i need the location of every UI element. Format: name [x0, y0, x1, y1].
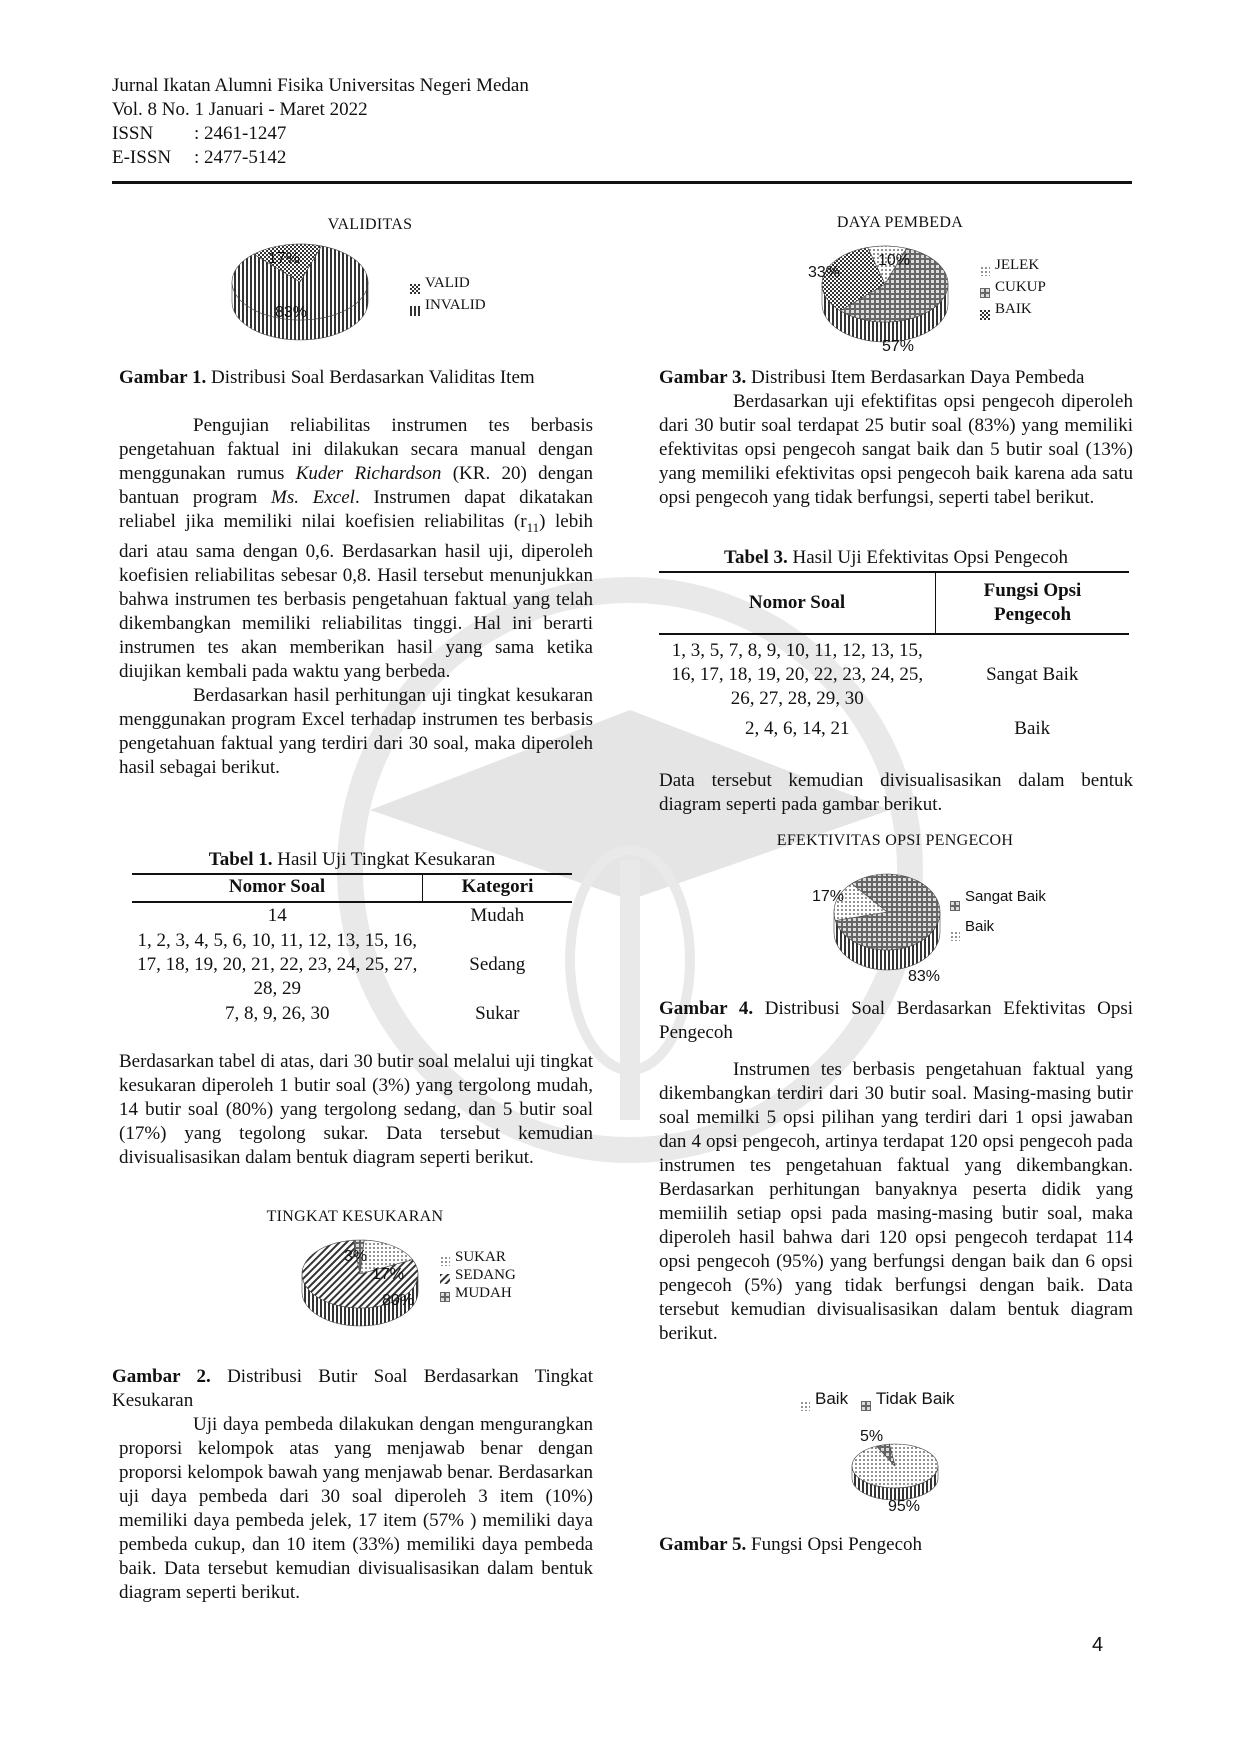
caption-bold: Tabel 3.	[724, 547, 788, 568]
right-paragraph-1	[659, 390, 1133, 510]
figure2-label-17: 17%	[372, 1266, 405, 1283]
table3-cell-nomor: 2, 4, 6, 14, 21	[745, 718, 850, 739]
figure5-label-95: 95%	[888, 1498, 921, 1515]
legend-label: SUKAR	[455, 1249, 506, 1265]
legend-swatch	[410, 301, 420, 311]
caption-text: Hasil Uji Efektivitas Opsi Pengecoh	[787, 547, 1068, 568]
figure4-label-83: 83%	[908, 968, 941, 985]
figure5-legend	[800, 1388, 955, 1410]
text: ) lebih dari atau sama dengan 0,6. Berdasarkan hasil uji, diperoleh koefisien reliabilitas sebesar 0,8. Hasil tersebut menunjukkan bahwa instrumen tes berbasis pengetahuan faktual yang telah dikembangkan memiliki reliabilitas tinggi. Hal ini berarti instrumen tes akan memberikan hasil yang sama ketika diujikan kembali pada waktu yang berbeda.	[119, 511, 593, 682]
journal-header	[112, 74, 529, 170]
legend-item-baik	[980, 298, 1046, 320]
legend-item-baik	[950, 912, 1046, 942]
figure1-title: VALIDITAS	[327, 216, 413, 233]
figure2-caption	[112, 1365, 593, 1413]
caption-bold: Gambar 4.	[659, 998, 754, 1019]
journal-volume: Vol. 8 No. 1 Januari - Maret 2022	[112, 99, 368, 120]
table3	[659, 571, 1129, 743]
figure5-caption	[659, 1533, 1133, 1557]
legend-label: SEDANG	[455, 1267, 516, 1283]
header-rule	[112, 181, 1132, 184]
issn-value: : 2461-1247	[194, 123, 287, 144]
text-italic: Kuder Richardson	[295, 463, 442, 484]
issn-row	[112, 122, 529, 146]
figure2-label-80: 80%	[382, 1292, 415, 1309]
caption-text: Distribusi Soal Berdasarkan Efektivitas Opsi Pengecoh	[659, 998, 1134, 1043]
paragraph-efektifitas: Berdasarkan uji efektifitas opsi pengecoh diperoleh dari 30 butir soal terdapat 25 butir soal (83%) yang memiliki efektivitas opsi pengecoh sangat baik dan 5 butir soal (13%) yang memiliki efektivitas opsi pengecoh baik karena ada satu opsi pengecoh yang tidak berfungsi, seperti tabel berikut.	[659, 391, 1133, 508]
legend-item-sedang	[440, 1266, 516, 1284]
figure2-label-3: 3%	[344, 1248, 368, 1265]
page-number: 4	[1092, 1634, 1104, 1656]
table-row	[132, 929, 572, 1001]
caption-text: Distribusi Item Berdasarkan Daya Pembeda	[746, 367, 1085, 388]
text: Pengujian reliabilitas instrumen tes berbasis pengetahuan faktual ini dilakukan secara manual dengan menggunakan rumus	[119, 415, 593, 484]
figure1-legend	[410, 272, 486, 316]
figure4-chart	[750, 832, 1110, 992]
table1-header-kategori: Kategori	[423, 874, 573, 902]
legend-swatch	[950, 922, 960, 932]
caption-text: Fungsi Opsi Pengecoh	[746, 1534, 923, 1555]
eissn-label: E-ISSN	[112, 147, 172, 168]
table3-header-nomor: Nomor Soal	[659, 572, 936, 634]
legend-label: Tidak Baik	[875, 1389, 955, 1408]
legend-swatch	[440, 1289, 450, 1299]
eissn-value: : 2477-5142	[194, 147, 287, 168]
caption-bold: Gambar 1.	[119, 367, 207, 388]
legend-swatch	[980, 283, 990, 293]
paragraph-opsi-pengecoh: Instrumen tes berbasis pengetahuan faktual yang dikembangkan terdiri dari 30 butir soal. Masing-masing butir soal memilki 5 opsi pilihan yang terdiri dari 1 opsi jawaban dan 4 opsi pengecoh, artinya terdapat 120 opsi pengecoh pada instrumen tes pengetahuan faktual yang dikembangkan. Berdasarkan perhitungan banyaknya peserta didik yang memiilih setiap opsi pada masing-masing butir soal, maka diperoleh hasil bahwa dari 120 opsi pengecoh terdapat 114 opsi pengecoh (95%) yang berfungsi dengan baik dan 6 opsi pengecoh (5%) yang tidak berfungsi dengan baik. Data tersebut kemudian divisualisasikan dalam bentuk diagram berikut.	[659, 1059, 1133, 1344]
caption-text: Distribusi Butir Soal Berdasarkan Tingkat Kesukaran	[112, 1366, 594, 1411]
figure2-legend	[440, 1248, 516, 1302]
table3-header-fungsi: Fungsi Opsi Pengecoh	[936, 572, 1130, 634]
right-paragraph-2	[659, 769, 1133, 817]
figure3-chart	[800, 214, 1100, 354]
figure4-title: EFEKTIVITAS OPSI PENGECOH	[776, 832, 1014, 849]
table1-cell-kategori: Sedang	[469, 954, 526, 975]
legend-label: Baik	[815, 1389, 849, 1408]
figure4-pie	[832, 872, 942, 972]
caption-bold: Tabel 1.	[208, 849, 273, 870]
right-paragraph-3	[659, 1058, 1133, 1346]
table1-cell-nomor: 14	[267, 905, 287, 926]
issn-label: ISSN	[112, 123, 154, 144]
table-row	[659, 715, 1129, 743]
figure5-label-5: 5%	[860, 1428, 884, 1445]
legend-swatch	[861, 1395, 871, 1405]
paragraph-daya-pembeda: Uji daya pembeda dilakukan dengan mengurangkan proporsi kelompok atas yang menjawab benar dengan proporsi kelompok bawah yang menjawab benar. Berdasarkan uji daya pembeda dari 30 soal diperoleh 3 item (10%) memiliki daya pembeda jelek, 17 item (57% ) memiliki daya pembeda cukup, dan 10 item (33%) memiliki daya pembeda baik. Data tersebut kemudian divisualisasikan dalam bentuk diagram seperti berikut.	[119, 1414, 593, 1603]
left-paragraph-4	[119, 1413, 593, 1605]
caption-text: Hasil Uji Tingkat Kesukaran	[272, 849, 496, 870]
paragraph-kesukaran-result: Berdasarkan tabel di atas, dari 30 butir soal melalui uji tingkat kesukaran diperoleh 1 butir soal (3%) yang tergolong mudah, 14 butir soal (80%) yang tergolong sedang, dan 5 butir soal (17%) yang tegolong sukar. Data tersebut kemudian divisualisasikan dalam bentuk diagram seperti berikut.	[119, 1051, 593, 1168]
figure3-label-10: 10%	[878, 252, 911, 269]
figure1-label-17: 17%	[268, 250, 301, 267]
legend-item-sangat-baik	[950, 882, 1046, 912]
figure5-pie	[850, 1442, 940, 1502]
legend-swatch	[980, 305, 990, 315]
legend-item-cukup	[980, 276, 1046, 298]
figure2-title: TINGKAT KESUKARAN	[266, 1208, 444, 1225]
legend-item-sukar	[440, 1248, 516, 1266]
legend-label: BAIK	[995, 301, 1032, 317]
journal-title: Jurnal Ikatan Alumni Fisika Universitas Negeri Medan	[112, 75, 529, 96]
legend-swatch	[440, 1271, 450, 1281]
table-row	[659, 634, 1129, 715]
text-italic: Ms. Excel	[271, 487, 355, 508]
caption-bold: Gambar 3.	[659, 367, 747, 388]
paragraph-kesukaran-intro: Berdasarkan hasil perhitungan uji tingkat kesukaran menggunakan program Excel terhadap instrumen tes berbasis pengetahuan faktual yang terdiri dari 30 soal, maka diperoleh hasil sebagai berikut.	[119, 684, 593, 778]
figure2-chart	[200, 1208, 560, 1338]
text-subscript: 11	[526, 519, 540, 535]
figure1-caption	[119, 366, 599, 390]
table1	[132, 873, 572, 1027]
table1-caption	[132, 848, 572, 872]
figure5-chart	[800, 1388, 1020, 1528]
legend-swatch	[410, 279, 420, 289]
legend-item-valid	[410, 272, 486, 294]
figure3-legend	[980, 254, 1046, 320]
table1-cell-kategori: Mudah	[470, 905, 525, 926]
legend-item-baik	[800, 1389, 848, 1408]
figure4-caption	[659, 997, 1133, 1045]
legend-item-invalid	[410, 294, 486, 316]
figure3-caption	[659, 366, 1139, 390]
legend-label: Baik	[965, 918, 995, 935]
table-row	[132, 1001, 572, 1027]
figure3-label-57: 57%	[882, 338, 915, 355]
table3-cell-nomor: 1, 3, 5, 7, 8, 9, 10, 11, 12, 13, 15, 16, 17, 18, 19, 20, 22, 23, 24, 25, 26, 27, 28, 29, 30	[671, 640, 924, 709]
left-paragraph-3	[119, 1050, 593, 1170]
figure1-label-83: 83%	[275, 304, 308, 321]
legend-item-jelek	[980, 254, 1046, 276]
legend-label: CUKUP	[995, 279, 1046, 295]
legend-label: JELEK	[995, 257, 1040, 273]
table3-cell-fungsi: Sangat Baik	[986, 664, 1079, 685]
caption-bold: Gambar 5.	[659, 1534, 747, 1555]
table1-cell-nomor: 7, 8, 9, 26, 30	[225, 1003, 330, 1024]
table3-cell-fungsi: Baik	[1014, 718, 1051, 739]
left-paragraphs	[119, 414, 593, 780]
legend-item-tidak-baik	[861, 1389, 955, 1408]
paragraph-visualisasi: Data tersebut kemudian divisualisasikan dalam bentuk diagram seperti pada gambar berikut.	[659, 770, 1133, 815]
text: . Instrumen dapat dikatakan reliabel jika memiliki nilai koefisien reliabilitas (r	[119, 487, 594, 532]
table1-header-nomor: Nomor Soal	[132, 874, 423, 902]
legend-swatch	[440, 1253, 450, 1263]
figure3-title: DAYA PEMBEDA	[836, 214, 964, 231]
text: (KR. 20) dengan bantuan program	[119, 463, 594, 508]
legend-swatch	[950, 892, 960, 902]
figure4-legend	[950, 882, 1046, 942]
legend-label: INVALID	[425, 297, 486, 313]
table1-cell-nomor: 1, 2, 3, 4, 5, 6, 10, 11, 12, 13, 15, 16, 17, 18, 19, 20, 21, 22, 23, 24, 25, 27, 28, 29	[137, 930, 418, 999]
figure4-label-17: 17%	[812, 888, 845, 905]
eissn-row	[112, 146, 529, 170]
legend-label: Sangat Baik	[965, 888, 1046, 905]
legend-swatch	[980, 261, 990, 271]
caption-text: Distribusi Soal Berdasarkan Validitas Item	[206, 367, 535, 388]
caption-bold: Gambar 2.	[112, 1366, 211, 1387]
table1-cell-kategori: Sukar	[475, 1003, 520, 1024]
paragraph-reliabilitas	[119, 414, 593, 684]
table3-caption	[659, 546, 1133, 570]
table-row	[132, 902, 572, 929]
legend-label: MUDAH	[455, 1285, 512, 1301]
legend-swatch	[800, 1395, 810, 1405]
figure1-chart	[200, 216, 540, 346]
figure3-label-33: 33%	[808, 264, 841, 281]
legend-item-mudah	[440, 1284, 516, 1302]
legend-label: VALID	[425, 275, 470, 291]
